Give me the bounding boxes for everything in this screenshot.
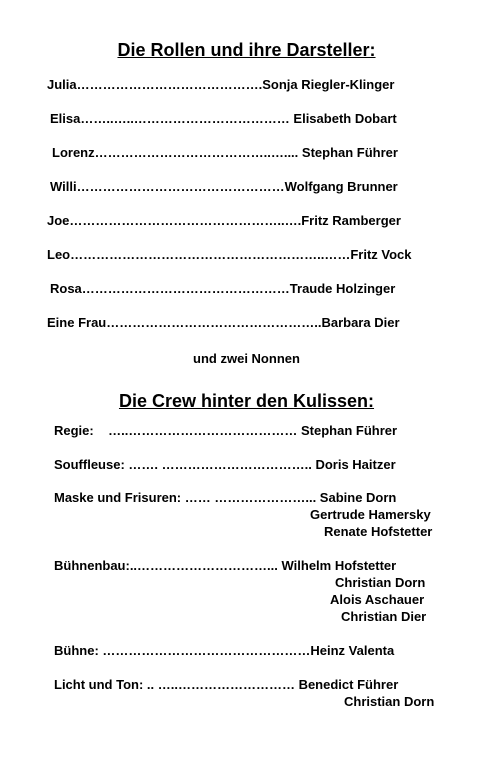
cast-line-elisa: Elisa……..…..……………………………… Elisabeth Dobart [50, 111, 397, 126]
crew-heading: Die Crew hinter den Kulissen: [118, 391, 375, 411]
cast-line-rosa: Rosa…………………………………………Traude Holzinger [50, 281, 396, 296]
cast-nuns-note: und zwei Nonnen [193, 351, 300, 366]
crew-line-souffleuse: Souffleuse: ……. …………………………….. Doris Haitzer [54, 457, 396, 472]
crew-name-christian-dorn-2: Christian Dorn [344, 694, 435, 709]
cast-heading: Die Rollen und ihre Darsteller: [117, 40, 376, 60]
crew-line-buehnenbau: Bühnenbau:..…………………………... Wilhelm Hofstetter [54, 558, 397, 573]
cast-line-leo: Leo…………………………………………………..……Fritz Vock [47, 247, 412, 262]
crew-name-christian-dorn: Christian Dorn [335, 575, 426, 590]
crew-line-licht-ton: Licht und Ton: .. …..……………………… Benedict Führer [54, 677, 399, 692]
crew-name-alois: Alois Aschauer [330, 592, 425, 607]
cast-line-joe: Joe…………………………………………..….Fritz Ramberger [47, 213, 401, 228]
crew-name-renate: Renate Hofstetter [324, 524, 433, 539]
crew-line-buehne: Bühne: …………………………………………Heinz Valenta [54, 643, 395, 658]
cast-line-willi: Willi…………………………………………Wolfgang Brunner [50, 179, 398, 194]
cast-line-julia: Julia…………………………………….Sonja Riegler-Klinger [47, 77, 395, 92]
crew-name-christian-dier: Christian Dier [341, 609, 427, 624]
cast-line-eine-frau: Eine Frau…………………………………………..Barbara Dier [47, 315, 400, 330]
crew-name-gertrude: Gertrude Hamersky [310, 507, 431, 522]
cast-line-lorenz: Lorenz…………………………………..….... Stephan Führer [52, 145, 398, 160]
crew-line-regie: Regie: …..………………………………… Stephan Führer [54, 423, 398, 438]
crew-line-maske: Maske und Frisuren: …… …………………... Sabine Dorn [54, 490, 397, 505]
